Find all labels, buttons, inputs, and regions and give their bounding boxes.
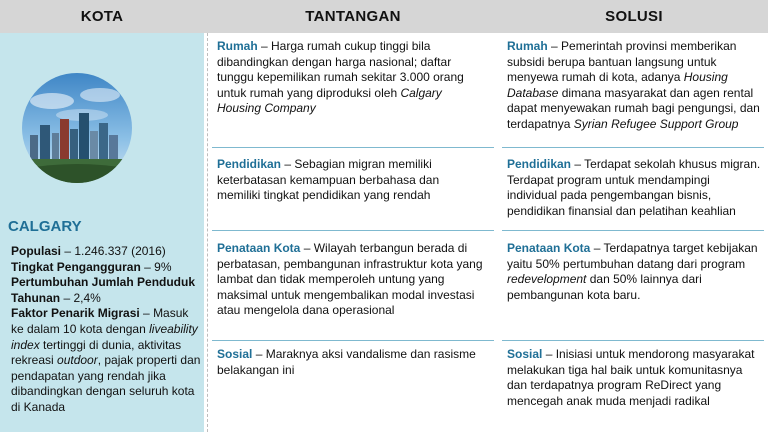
row-separator xyxy=(212,340,494,341)
table-header xyxy=(0,0,768,33)
row-separator xyxy=(212,147,494,148)
header-tantangan: TANTANGAN xyxy=(305,8,401,25)
stat-growth: Pertumbuhan Jumlah Penduduk Tahunan – 2,4% xyxy=(11,275,196,305)
header-solusi: SOLUSI xyxy=(605,8,663,25)
solution-pendidikan: Pendidikan – Terdapat sekolah khusus migran. Terdapat program untuk mendampingi individual pada pengembangan bisnis, pendidikan finansial dan pelatihan keahlian xyxy=(507,157,761,218)
city-name: CALGARY xyxy=(8,218,82,235)
city-stats xyxy=(11,244,201,416)
solution-penataan-kota: Penataan Kota – Terdapatnya target kebijakan yaitu 50% pertumbuhan datang dari program redevelopment dan 50% lainnya dari pembangunan kota baru. xyxy=(507,241,758,302)
row-separator xyxy=(502,147,764,148)
challenge-penataan-kota: Penataan Kota – Wilayah terbangun berada di perbatasan, pembangunan infrastruktur kota yang lambat dan tidak memperoleh untung yang maksimal untuk mengembalikan modal investasi atau mengelola dana operasional xyxy=(217,241,483,318)
solution-sosial: Sosial – Inisiasi untuk mendorong masyarakat melakukan tiga hal baik untuk komunitasnya dan terdapatnya program ReDirect yang mencegah anak muda menjadi radikal xyxy=(507,347,755,408)
solution-rumah: Rumah – Pemerintah provinsi memberikan subsidi berupa bantuan langsung untuk menyewa rumah di kota, adanya Housing Database dimana masyarakat dan agen rental dapat menyewakan rumah bagi pengungsi, dan terdapatnya Syrian Refugee Support Group xyxy=(507,39,760,131)
challenge-pendidikan: Pendidikan – Sebagian migran memiliki keterbatasan kemampuan berbahasa dan memiliki tingkat pendidikan yang rendah xyxy=(217,157,440,203)
row-separator xyxy=(502,230,764,231)
city-skyline-image xyxy=(22,73,132,183)
column-divider xyxy=(207,33,208,432)
challenge-sosial: Sosial – Maraknya aksi vandalisme dan rasisme belakangan ini xyxy=(217,347,476,377)
header-kota: KOTA xyxy=(80,8,124,25)
challenge-rumah: Rumah – Harga rumah cukup tinggi bila dibandingkan dengan harga nasional; daftar tunggu kepemilikan rumah sekitar 3.000 orang untuk rumah yang diproduksi oleh Calgary Housing Company xyxy=(217,39,464,116)
stat-population: Populasi – 1.246.337 (2016) xyxy=(11,244,166,258)
stat-unemployment: Tingkat Pengangguran – 9% xyxy=(11,259,172,274)
row-separator xyxy=(502,340,764,341)
stat-migration: Faktor Penarik Migrasi – Masuk ke dalam 10 kota dengan liveability index tertinggi di dunia, aktivitas rekreasi outdoor, pajak properti dan pendapatan yang rendah jika dibandingkan dengan seluruh kota di Kanada xyxy=(11,306,201,414)
city-panel xyxy=(0,33,204,432)
row-separator xyxy=(212,230,494,231)
